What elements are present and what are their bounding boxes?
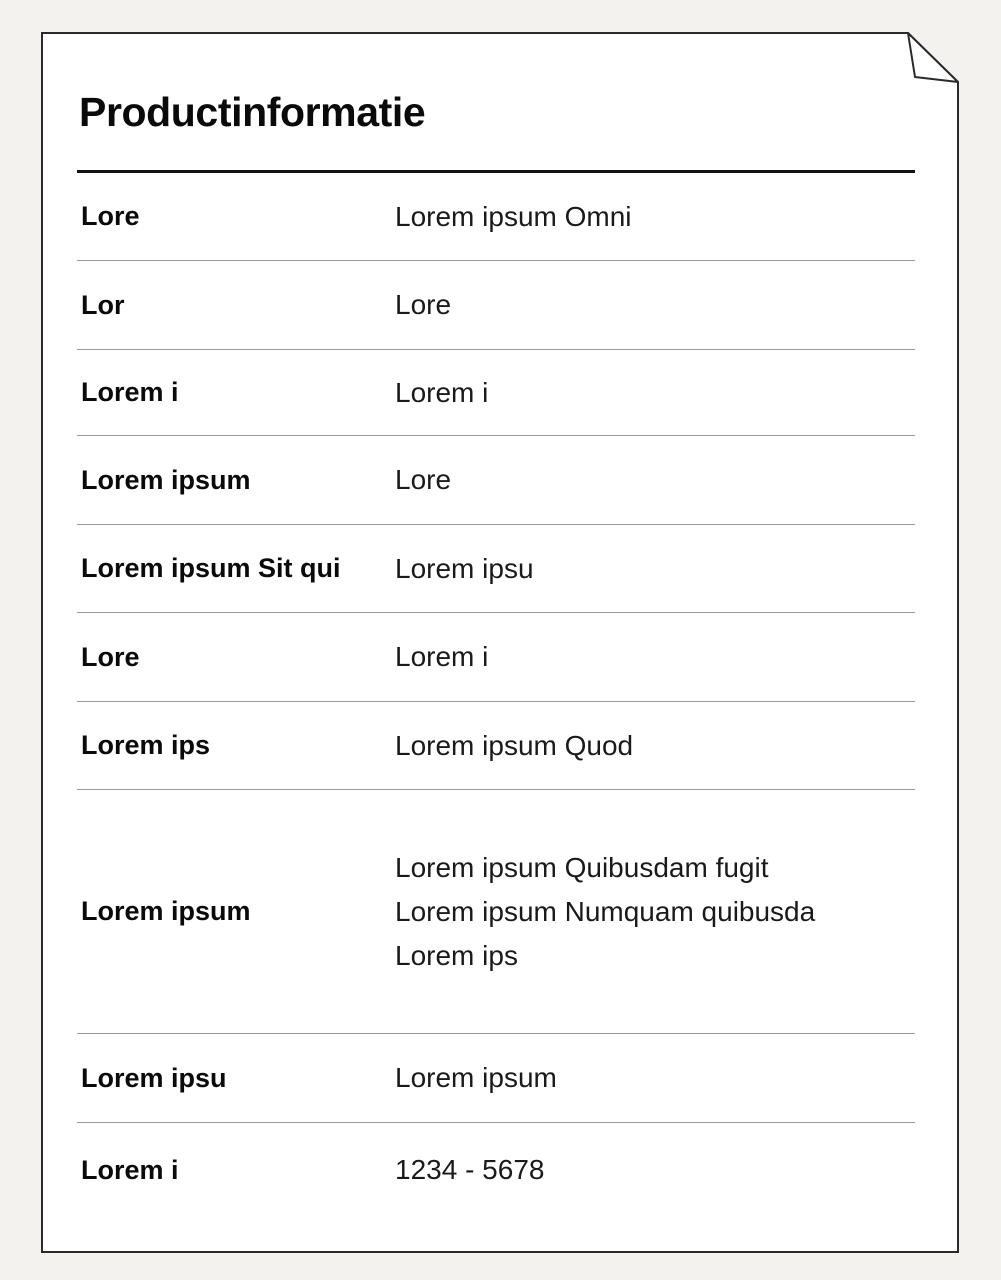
table-row	[77, 261, 915, 350]
row-label: Lorem ipsum	[81, 896, 251, 926]
row-value	[395, 371, 915, 415]
row-label: Lorem ipsum Sit qui	[81, 553, 341, 583]
row-label: Lorem ipsum	[81, 464, 251, 495]
table-row	[77, 525, 915, 613]
row-value-line: Lorem ipsum Omni	[395, 200, 632, 232]
row-value-line: Lorem ipsum	[395, 1062, 557, 1093]
row-label: Lorem ipsu	[81, 1062, 227, 1093]
card-content	[41, 32, 959, 1253]
row-label: Lorem ips	[81, 730, 211, 760]
row-value	[395, 1056, 915, 1100]
row-value-line: 1234 - 5678	[395, 1154, 545, 1185]
spec-table	[77, 173, 915, 1217]
row-value-line: Lorem ipsum Quibusdam fugit	[395, 851, 769, 883]
row-label: Lorem i	[81, 377, 179, 407]
row-value-line: Lorem i	[395, 376, 489, 408]
table-row	[77, 613, 915, 702]
row-value-line: Lorem ipsum Quod	[395, 729, 634, 761]
row-label: Lor	[81, 289, 125, 320]
table-row	[77, 790, 915, 1034]
row-value	[395, 547, 915, 591]
row-value	[395, 846, 915, 978]
table-row	[77, 1034, 915, 1123]
table-row	[77, 350, 915, 436]
row-value	[395, 458, 915, 502]
row-value	[395, 635, 915, 679]
row-value-line: Lore	[395, 464, 452, 495]
row-value-line: Lorem ipsu	[395, 552, 534, 584]
row-label: Lorem i	[81, 1154, 179, 1185]
page-title: Productinformatie	[79, 89, 426, 135]
table-row	[77, 173, 915, 261]
row-value	[395, 195, 915, 239]
table-row	[77, 436, 915, 525]
table-row	[77, 702, 915, 790]
row-value	[395, 724, 915, 768]
row-value-line: Lorem i	[395, 641, 489, 672]
row-value	[395, 283, 915, 327]
row-value-line: Lore	[395, 289, 452, 320]
row-value-line: Lorem ips	[395, 939, 518, 971]
row-label: Lore	[81, 641, 140, 672]
product-info-card	[41, 32, 959, 1253]
row-value	[395, 1148, 915, 1192]
row-value-line: Lorem ipsum Numquam quibusda	[395, 895, 816, 927]
table-row	[77, 1123, 915, 1217]
row-label: Lore	[81, 201, 140, 231]
